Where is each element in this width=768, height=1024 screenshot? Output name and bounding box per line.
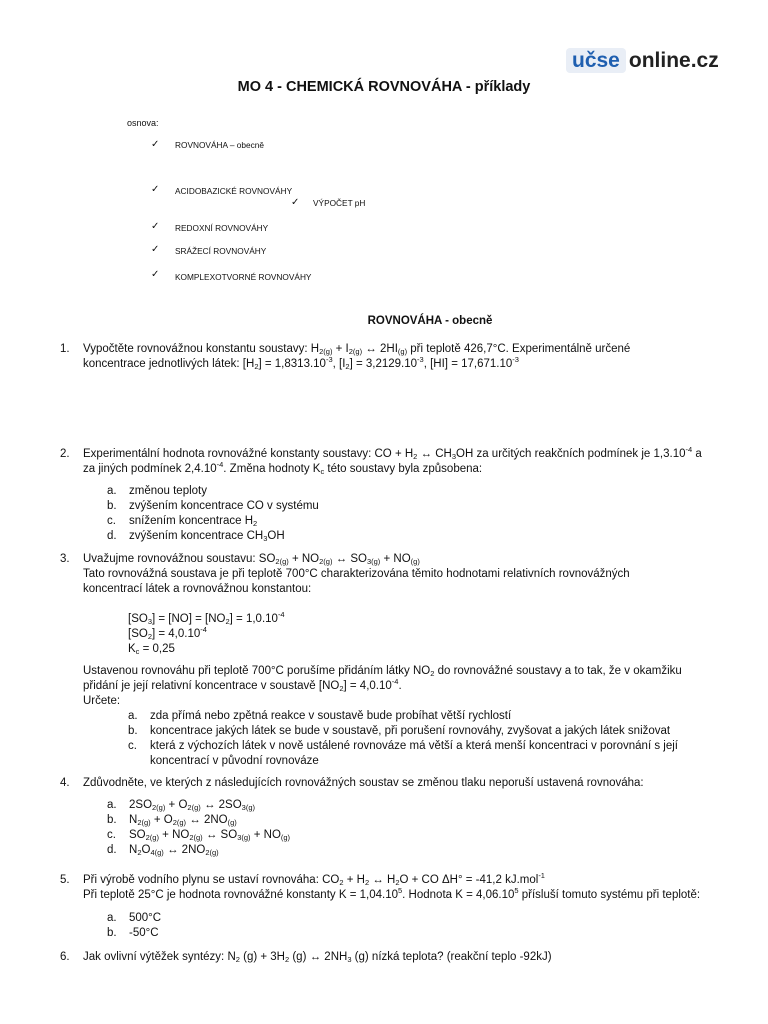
outline-label: osnova: [127, 118, 159, 128]
option-text: $N_{2(g)} + O_{2(g)}$ ↔ $2NO_{(g)}$ [129, 814, 237, 827]
question-text-line: koncentrací látek a rovnovážnou konstantou: [83, 583, 312, 595]
option-letter: a. [128, 710, 138, 722]
option-text: snížením koncentrace $H_2$ [129, 515, 258, 528]
option-letter: b. [107, 814, 117, 826]
option-text: 500°C [129, 912, 162, 924]
option-letter: a. [107, 912, 117, 924]
checkmark-icon: ✓ [151, 269, 160, 280]
option-text: $2SO_{2(g)} + O_{2(g)}$ ↔ $2SO_{3(g)}$ [129, 799, 256, 812]
concentration-value: $K_c = 0,25$ [128, 643, 175, 656]
option-text: koncentrací v původní rovnováze [150, 755, 319, 767]
outline-item: ROVNOVÁHA – obecně [175, 140, 265, 150]
option-letter: c. [107, 515, 116, 527]
outline-item: VÝPOČET pH [313, 198, 366, 208]
checkmark-icon: ✓ [151, 139, 160, 150]
concentration-value: $[SO_3] = [NO] = [NO_2] = 1,0.10^{-4}$ [128, 610, 285, 626]
checkmark-icon: ✓ [151, 184, 160, 195]
option-text: zvýšením koncentrace CO v systému [129, 500, 319, 512]
question-text-line: Zdůvodněte, ve kterých z následujících rovnovážných soustav se změnou tlaku neporuší ustavená rovnováha: [83, 777, 644, 789]
checkmark-icon: ✓ [151, 221, 160, 232]
page-title: MO 4 - CHEMICKÁ ROVNOVÁHA - příklady [237, 79, 531, 95]
question-text-line: Vypočtěte rovnovážnou konstantu soustavy: $H_{2(g)} + I_{2(g)}$ ↔ $2HI_{(g)}$ při teplotě 426,7°C. Experimentálně určené [83, 343, 631, 356]
option-letter: b. [107, 927, 117, 939]
outline-item: REDOXNÍ ROVNOVÁHY [175, 223, 269, 233]
question-text-line: Při výrobě vodního plynu se ustaví rovnováha: $CO_2 + H_2$ ↔ $H_2O$ + CO ΔH° = -41,2 kJ.mol$^{-1}$ [83, 871, 545, 887]
question-text-line: Při teplotě 25°C je hodnota rovnovážné konstanty $K = 1,04.10^5$. Hodnota $K = 4,06.10^5$ přísluší tomuto systému při teplotě: [83, 886, 701, 901]
question-text-line: Experimentální hodnota rovnovážné konstanty soustavy: CO + $H_2$ ↔ $CH_3OH$ za určitých reakčních podmínek je $1,3.10^{-4}$ a [83, 445, 702, 461]
concentration-value: $[SO_2] = 4,0.10^{-4}$ [128, 625, 207, 641]
section-heading: ROVNOVÁHA - obecně [367, 315, 493, 327]
logo-text: online.cz [628, 48, 719, 72]
option-letter: a. [107, 799, 117, 811]
option-text: $SO_{2(g)} + NO_{2(g)}$ ↔ $SO_{3(g)} + NO_{(g)}$ [129, 829, 291, 842]
question-number: 2. [60, 448, 70, 460]
logo-mark: učse [566, 48, 626, 73]
question-number: 6. [60, 951, 70, 963]
option-letter: b. [128, 725, 138, 737]
question-text-line: Ustavenou rovnováhu při teplotě 700°C porušíme přidáním látky $NO_2$ do rovnovážné soustavy a to tak, že v okamžiku [83, 665, 682, 678]
logo [566, 42, 719, 78]
option-letter: a. [107, 485, 117, 497]
option-text: $N_2O_{4(g)}$ ↔ $2NO_{2(g)}$ [129, 844, 219, 857]
question-number: 5. [60, 874, 70, 886]
outline-item: SRÁŽECÍ ROVNOVÁHY [175, 246, 267, 256]
outline-item: KOMPLEXOTVORNÉ ROVNOVÁHY [175, 272, 312, 282]
option-letter: d. [107, 530, 117, 542]
option-text: zda přímá nebo zpětná reakce v soustavě bude probíhat větší rychlostí [150, 710, 512, 722]
checkmark-icon: ✓ [291, 197, 300, 208]
checkmark-icon: ✓ [151, 244, 160, 255]
option-letter: b. [107, 500, 117, 512]
option-letter: d. [107, 844, 117, 856]
option-text: zvýšením koncentrace $CH_3OH$ [129, 530, 285, 543]
question-text-line: Jak ovlivní výtěžek syntézy: $N_2$ $(g) + 3H_2$ (g) ↔ $2NH_3$ (g) nízká teplota? (reakční teplo -92kJ) [83, 951, 552, 964]
option-text: změnou teploty [129, 485, 207, 497]
question-text-line: přidání je její relativní koncentrace v soustavě $[NO_2] = 4,0.10^{-4}$. [83, 677, 402, 693]
question-text-line: Uvažujme rovnovážnou soustavu: $SO_{2(g)} + NO_{2(g)}$ ↔ $SO_{3(g)} + NO_{(g)}$ [83, 553, 420, 566]
option-letter: c. [107, 829, 116, 841]
question-text-line: za jiných podmínek $2,4.10^{-4}$. Změna hodnoty $K_c$ této soustavy byla způsobena: [83, 460, 483, 476]
question-text-line: Určete: [83, 695, 121, 707]
question-text-line: koncentrace jednotlivých látek: $[H_2] = 1,8313.10^{-3}$, $[I_2] = 3,2129.10^{-3}$, $[HI] = 17,671.10^{-3}$ [83, 355, 519, 371]
option-letter: c. [128, 740, 137, 752]
question-text-line: Tato rovnovážná soustava je při teplotě 700°C charakterizována těmito hodnotami relativních rovnovážných [83, 568, 630, 580]
question-number: 4. [60, 777, 70, 789]
option-text: -50°C [129, 927, 159, 939]
question-number: 3. [60, 553, 70, 565]
option-text: která z výchozích látek v nově ustálené rovnováze má větší a která menší koncentraci v porovnání s její [150, 740, 678, 752]
question-number: 1. [60, 343, 70, 355]
option-text: koncentrace jakých látek se bude v soustavě, při porušení rovnováhy, zvyšovat a jakých látek snižovat [150, 725, 671, 737]
outline-item: ACIDOBAZICKÉ ROVNOVÁHY [175, 186, 293, 196]
